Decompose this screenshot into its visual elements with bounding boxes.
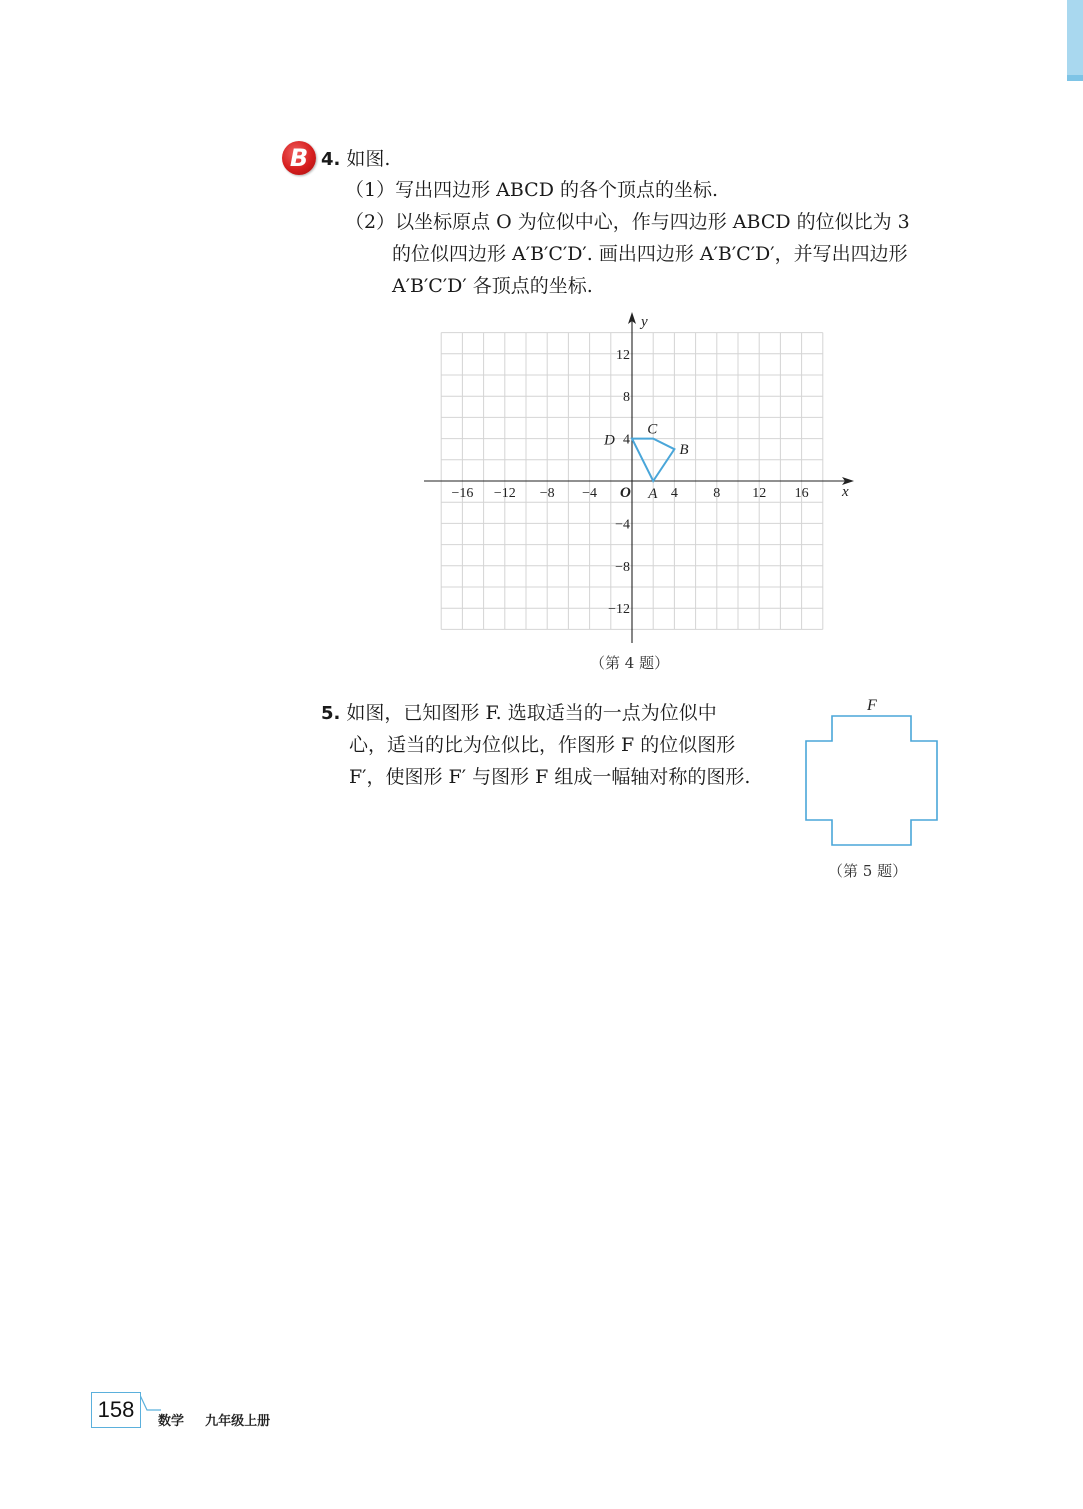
x-tick-label: 16 [794,486,809,501]
y-tick-label: 4 [623,432,630,448]
figure-F [795,690,955,860]
side-tab-marker [1067,0,1083,75]
origin-label: O [620,485,631,501]
x-tick-label: −12 [493,486,516,501]
q4-intro: 如图. [346,148,391,170]
vertex-label-B: B [679,442,689,459]
y-axis-label: y [641,314,648,330]
footer-subject: 数学 [158,1414,185,1429]
x-tick-label: 12 [752,486,767,501]
axes [424,312,854,643]
footer-book-title [158,1410,270,1429]
side-tab-marker-edge [1067,75,1083,81]
y-tick-label: −8 [615,559,630,575]
q4-number: 4. [321,149,341,170]
vertex-label-A: A [648,486,658,502]
q5-caption: （第 5 题） [828,862,908,880]
q5-text-line3: F′，使图形 F′ 与图形 F 组成一幅轴对称的图形. [349,766,751,788]
level-badge: B [282,141,316,175]
q4-caption: （第 4 题） [590,654,670,672]
q4-part1: （1）写出四边形 ABCD 的各个顶点的坐标. [345,179,719,201]
x-tick-label: −4 [582,486,598,501]
q4-part2-line2: 的位似四边形 A′B′C′D′. 画出四边形 A′B′C′D′，并写出四边形 [392,243,908,265]
vertex-label-C: C [647,421,658,438]
y-tick-label: −12 [608,602,630,618]
coordinate-plane-figure [420,312,860,647]
x-tick-label: 4 [670,486,678,501]
q5-line1 [321,697,717,730]
q4-part2-line1: （2）以坐标原点 O 为位似中心，作与四边形 ABCD 的位似比为 3 [345,211,910,233]
q4-part2-line3: A′B′C′D′ 各顶点的坐标. [392,275,593,297]
y-tick-label: 8 [623,390,630,406]
figure-F-shape [806,716,937,845]
figure-F-label: F [867,697,877,714]
x-tick-label: −8 [539,486,555,501]
page-number: 158 [91,1392,141,1428]
x-tick-label: −16 [451,486,474,501]
vertex-label-D: D [604,432,615,449]
footer-grade: 九年级上册 [205,1414,271,1429]
q5-text-line1: 如图，已知图形 F. 选取适当的一点为位似中 [346,702,717,724]
x-tick-label: 8 [713,486,721,501]
q4-heading [321,143,390,176]
q5-text-line2: 心，适当的比为位似比，作图形 F 的位似图形 [349,734,736,756]
y-tick-label: 12 [616,347,630,363]
x-axis-label: x [842,484,849,500]
q5-number: 5. [321,703,341,724]
tick-labels [451,314,849,617]
y-tick-label: −4 [615,517,630,533]
